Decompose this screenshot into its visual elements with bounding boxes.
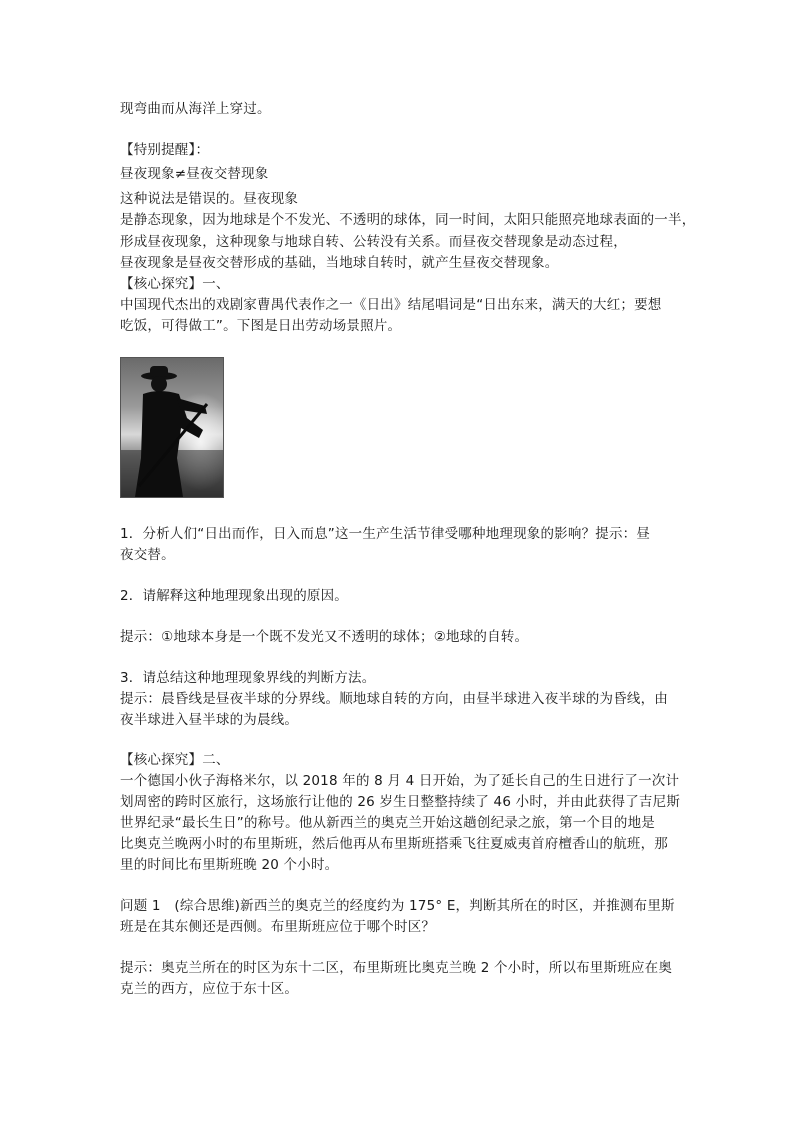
text-line: 划周密的跨时区旅行，这场旅行让他的 26 岁生日整整持续了 46 小时，并由此获得了吉尼斯 (120, 794, 681, 810)
section-heading: 【核心探究】二、 (120, 752, 230, 768)
question-line: 2．请解释这种地理现象出现的原因。 (120, 588, 348, 604)
text-line: 夜交替。 (120, 547, 175, 563)
section-heading: 【特别提醒】： (120, 142, 210, 158)
text-line: 形成昼夜现象，这种现象与地球自转、公转没有关系。而昼夜交替现象是动态过程， (120, 234, 627, 250)
text-line: 现弯曲而从海洋上穿过。 (120, 101, 271, 117)
text-line: 昼夜现象≠昼夜交替现象 (120, 166, 269, 182)
sunrise-labor-photo (120, 357, 224, 498)
text-line: 里的时间比布里斯班晚 20 个小时。 (120, 857, 339, 873)
text-line: 夜半球进入昼半球的为晨线。 (120, 712, 299, 728)
text-line: 比奥克兰晚两小时的布里斯班，然后他再从布里斯班搭乘飞往夏威夷首府檀香山的航班，那 (120, 836, 668, 852)
text-line: 提示：①地球本身是一个既不发光又不透明的球体；②地球的自转。 (120, 629, 529, 645)
text-line: 提示：晨昏线是昼夜半球的分界线。顺地球自转的方向，由昼半球进入夜半球的为昏线，由 (120, 691, 668, 707)
text-line: 中国现代杰出的戏剧家曹禺代表作之一《日出》结尾唱词是“日出东来，满天的大红；要想 (120, 297, 662, 313)
question-line: 问题 1 (综合思维)新西兰的奥克兰的经度约为 175° E，判断其所在的时区，并推测布里斯 (120, 898, 675, 914)
question-line: 1．分析人们“日出而作，日入而息”这一生产生活节律受哪种地理现象的影响？提示：昼 (120, 526, 651, 542)
text-line: 班是在其东侧还是西侧。布里斯班应位于哪个时区？ (120, 919, 436, 935)
text-line: 这种说法是错误的。昼夜现象 (120, 191, 299, 207)
text-line: 一个德国小伙子海格米尔，以 2018 年的 8 月 4 日开始，为了延长自己的生日进行了一次计 (120, 773, 680, 789)
text-line: 提示：奥克兰所在的时区为东十二区，布里斯班比奥克兰晚 2 个小时，所以布里斯班应在奥 (120, 960, 673, 976)
question-line: 3．请总结这种地理现象界线的判断方法。 (120, 670, 376, 686)
text-line: 吃饭，可得做工”。下图是日出劳动场景照片。 (120, 318, 402, 334)
text-line: 世界纪录“最长生日”的称号。他从新西兰的奥克兰开始这趟创纪录之旅，第一个目的地是 (120, 815, 655, 831)
worker-silhouette-image (121, 358, 223, 497)
section-heading: 【核心探究】一、 (120, 276, 230, 292)
text-line: 昼夜现象是昼夜交替形成的基础，当地球自转时，就产生昼夜交替现象。 (120, 255, 559, 271)
text-line: 克兰的西方，应位于东十区。 (120, 981, 299, 997)
text-line: 是静态现象，因为地球是个不发光、不透明的球体，同一时间，太阳只能照亮地球表面的一半， (120, 212, 696, 228)
